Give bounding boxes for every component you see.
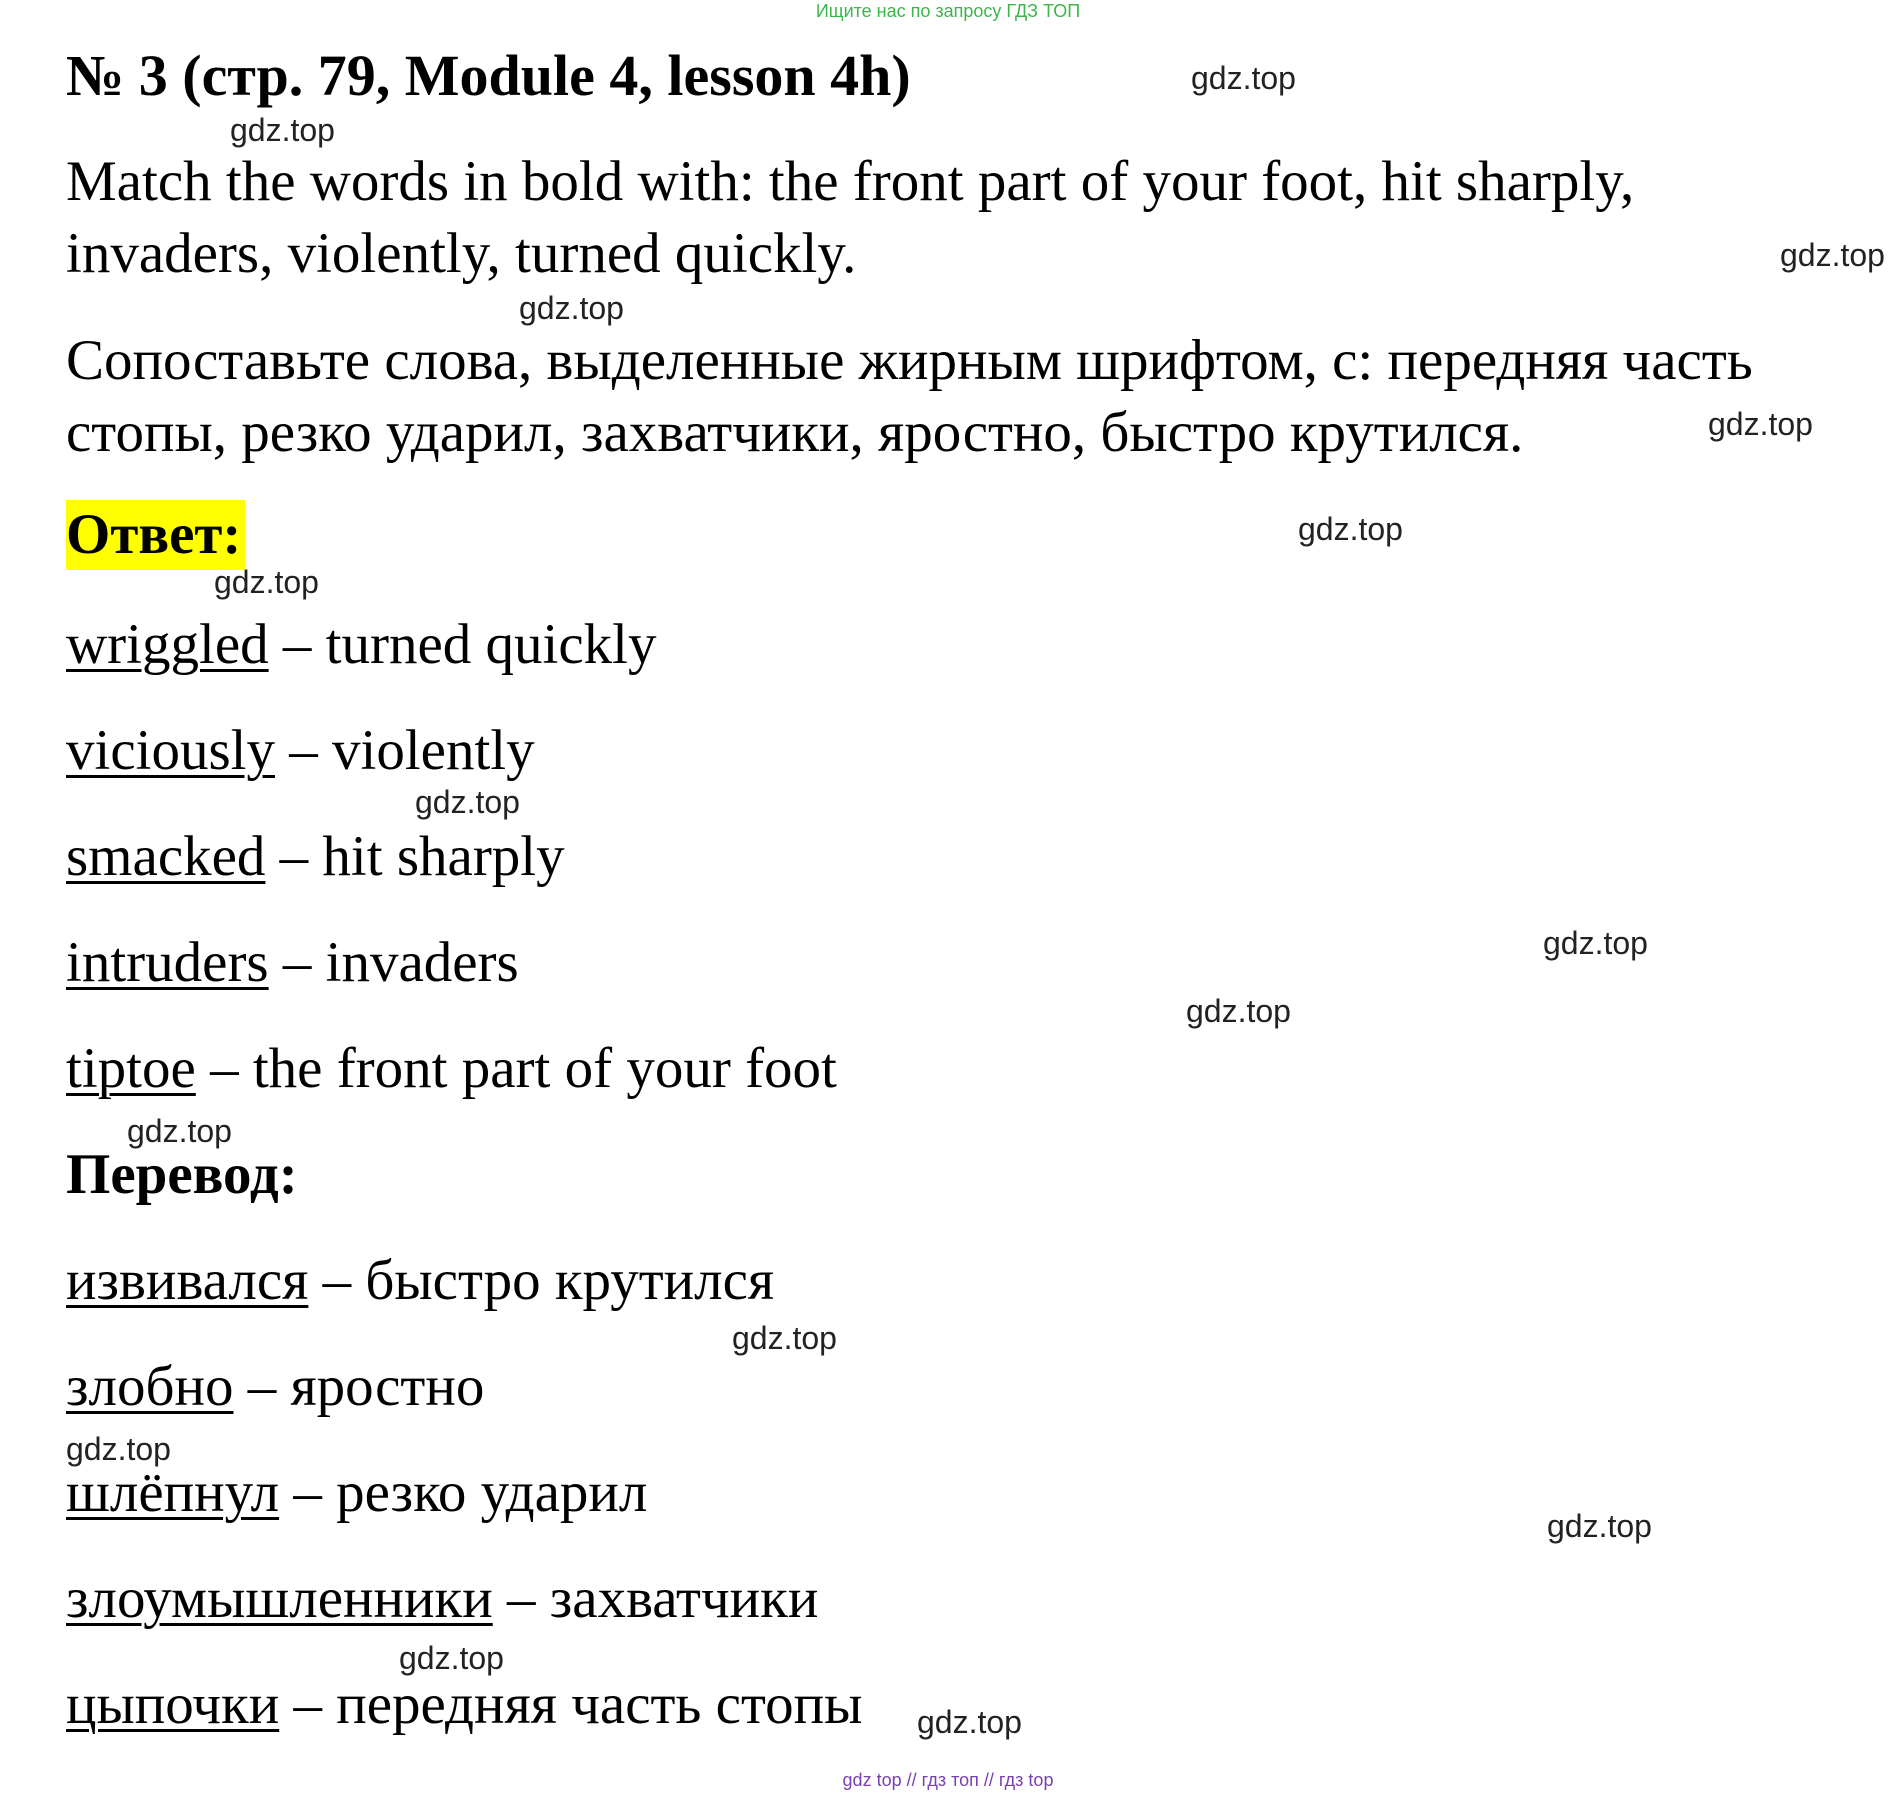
answer-term: wriggled: [66, 613, 269, 676]
translation-term: цыпочки: [66, 1673, 280, 1736]
answer-meaning: – invaders: [268, 931, 519, 994]
translation-item: [66, 1246, 774, 1316]
answer-meaning: – the front part of your foot: [195, 1037, 837, 1100]
translation-item: [66, 1352, 484, 1422]
answer-item: [66, 716, 535, 786]
answer-term: tiptoe: [66, 1037, 196, 1100]
translation-heading: Перевод:: [66, 1143, 298, 1206]
watermark: gdz.top: [415, 784, 520, 820]
translation-item: [66, 1670, 862, 1740]
watermark: gdz.top: [1298, 511, 1403, 547]
bottom-banner: gdz top // гдз топ // гдз top: [842, 1770, 1054, 1790]
answer-meaning: – turned quickly: [268, 613, 657, 676]
answer-item: [66, 822, 565, 892]
translation-meaning: – захватчики: [492, 1567, 819, 1630]
task-text-en-line-1: Match the words in bold with: the front part of your foot, hit sharply,: [66, 150, 1635, 213]
watermark: gdz.top: [519, 290, 624, 326]
watermark: gdz.top: [917, 1704, 1022, 1740]
translation-meaning: – резко ударил: [279, 1461, 648, 1524]
watermark: gdz.top: [127, 1113, 232, 1149]
translation-term: шлёпнул: [66, 1461, 280, 1524]
task-text-ru-line-1: Сопоставьте слова, выделенные жирным шрифтом, с: передняя часть: [66, 329, 1753, 392]
top-banner: Ищите нас по запросу ГДЗ ТОП: [815, 1, 1081, 21]
translation-meaning: – яростно: [233, 1355, 485, 1418]
watermark: gdz.top: [66, 1431, 171, 1467]
answer-term: intruders: [66, 931, 269, 994]
watermark: gdz.top: [399, 1640, 504, 1676]
watermark: gdz.top: [230, 112, 335, 148]
translation-item: [66, 1564, 818, 1634]
watermark: gdz.top: [1547, 1508, 1652, 1544]
answer-meaning: – hit sharply: [265, 825, 565, 888]
watermark: gdz.top: [732, 1320, 837, 1356]
answer-item: [66, 928, 519, 998]
watermark: gdz.top: [214, 564, 319, 600]
translation-term: злобно: [66, 1355, 234, 1418]
answer-meaning: – violently: [275, 719, 535, 782]
page-title: № 3 (стр. 79, Module 4, lesson 4h): [66, 43, 911, 108]
watermark: gdz.top: [1708, 406, 1813, 442]
watermark: gdz.top: [1543, 925, 1648, 961]
translation-term: извивался: [66, 1249, 309, 1312]
answer-item: [66, 1034, 837, 1104]
translation-term: злоумышленники: [66, 1567, 493, 1630]
watermark: gdz.top: [1186, 993, 1291, 1029]
answer-heading: Ответ:: [66, 500, 245, 570]
task-text-ru-line-2: стопы, резко ударил, захватчики, яростно, быстро крутился.: [66, 401, 1524, 464]
task-text-en-line-2: invaders, violently, turned quickly.: [66, 222, 857, 285]
translation-meaning: – передняя часть стопы: [279, 1673, 863, 1736]
translation-meaning: – быстро крутился: [308, 1249, 775, 1312]
watermark: gdz.top: [1191, 60, 1296, 96]
watermark: gdz.top: [1780, 237, 1885, 273]
answer-term: smacked: [66, 825, 266, 888]
answer-item: [66, 610, 656, 680]
answer-term: viciously: [66, 719, 275, 782]
